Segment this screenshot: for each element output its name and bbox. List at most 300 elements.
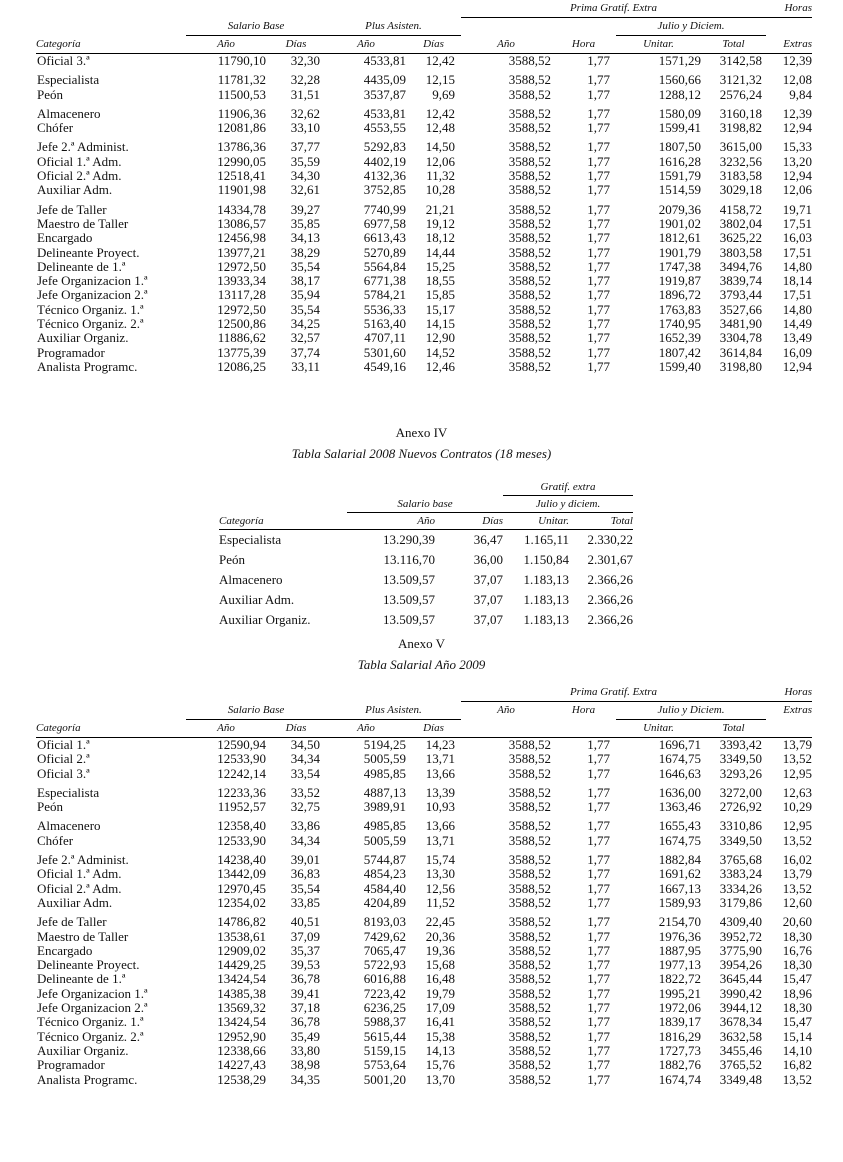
value-cell: 3588,52 xyxy=(508,215,551,231)
table-row xyxy=(36,183,812,197)
value-cell: 3272,00 xyxy=(719,784,762,800)
value-cell: 5159,15 xyxy=(363,1042,406,1058)
anio-header: Año xyxy=(347,513,447,530)
value-cell: 3588,52 xyxy=(508,316,551,332)
value-cell: 36,83 xyxy=(290,866,320,882)
value-cell: 2.366,26 xyxy=(587,592,633,607)
value-cell: 35,59 xyxy=(290,153,320,169)
value-cell: 20,60 xyxy=(782,914,812,930)
value-cell: 1887,95 xyxy=(658,942,701,958)
value-cell: 12,39 xyxy=(782,53,812,68)
value-cell: 1,77 xyxy=(587,985,610,1001)
value-cell: 12,90 xyxy=(425,330,455,346)
value-cell: 1674,75 xyxy=(658,832,701,848)
value-cell: 5194,25 xyxy=(363,737,406,752)
extras-header: Extras xyxy=(766,36,812,54)
dias-header: Días xyxy=(266,720,326,738)
value-cell: 33,85 xyxy=(290,894,320,910)
value-cell: 3944,12 xyxy=(719,1000,762,1016)
value-cell: 15,85 xyxy=(425,287,455,303)
value-cell: 1560,66 xyxy=(658,72,701,88)
salary-table-annex-iv xyxy=(219,479,633,630)
value-cell: 5001,20 xyxy=(363,1071,406,1087)
value-cell: 34,34 xyxy=(290,832,320,848)
value-cell: 18,30 xyxy=(782,957,812,973)
value-cell: 14,13 xyxy=(425,1042,455,1058)
value-cell: 16,03 xyxy=(782,230,812,246)
value-cell: 3160,18 xyxy=(719,105,762,121)
value-cell: 1,77 xyxy=(587,230,610,246)
value-cell: 3588,52 xyxy=(508,894,551,910)
category-cell: Jefe 2.ª Administ. xyxy=(37,852,129,868)
value-cell: 1674,74 xyxy=(658,1071,701,1087)
table-row xyxy=(36,882,812,896)
value-cell: 14,50 xyxy=(425,139,455,155)
value-cell: 16,41 xyxy=(425,1014,455,1030)
value-cell: 13,66 xyxy=(425,818,455,834)
horas-header: Horas xyxy=(766,684,812,702)
category-cell: Jefe de Taller xyxy=(37,914,107,930)
value-cell: 1.183,13 xyxy=(523,612,569,627)
value-cell: 1,77 xyxy=(587,971,610,987)
value-cell: 8193,03 xyxy=(363,914,406,930)
value-cell: 6977,58 xyxy=(363,215,406,231)
value-cell: 12,56 xyxy=(425,880,455,896)
value-cell: 7223,42 xyxy=(363,985,406,1001)
value-cell: 9,84 xyxy=(789,86,812,102)
value-cell: 1976,36 xyxy=(658,928,701,944)
category-cell: Jefe Organizacion 1.ª xyxy=(37,985,148,1001)
value-cell: 1,77 xyxy=(587,784,610,800)
value-cell: 17,51 xyxy=(782,244,812,260)
value-cell: 13,79 xyxy=(782,866,812,882)
table-row xyxy=(36,738,812,753)
value-cell: 34,13 xyxy=(290,230,320,246)
value-cell: 1696,71 xyxy=(658,737,701,752)
value-cell: 13,52 xyxy=(782,751,812,767)
value-cell: 3588,52 xyxy=(508,914,551,930)
value-cell: 3198,80 xyxy=(719,358,762,374)
value-cell: 13.509,57 xyxy=(383,612,435,627)
value-cell: 13,71 xyxy=(425,751,455,767)
table-row xyxy=(36,88,812,102)
value-cell: 1,77 xyxy=(587,1028,610,1044)
value-cell: 1882,76 xyxy=(658,1057,701,1073)
value-cell: 3588,52 xyxy=(508,344,551,360)
value-cell: 1,77 xyxy=(587,72,610,88)
value-cell: 3179,86 xyxy=(719,894,762,910)
value-cell: 18,12 xyxy=(425,230,455,246)
value-cell: 1747,38 xyxy=(658,258,701,274)
value-cell: 14,10 xyxy=(782,1042,812,1058)
value-cell: 1599,41 xyxy=(658,120,701,136)
value-cell: 5163,40 xyxy=(363,316,406,332)
value-cell: 14786,82 xyxy=(217,914,266,930)
value-cell: 16,76 xyxy=(782,942,812,958)
value-cell: 2.366,26 xyxy=(587,572,633,587)
value-cell: 11500,53 xyxy=(217,86,266,102)
total-header: Total xyxy=(701,36,766,54)
value-cell: 3142,58 xyxy=(719,53,762,68)
value-cell: 5564,84 xyxy=(363,258,406,274)
category-cell: Auxiliar Adm. xyxy=(37,182,113,198)
value-cell: 1,77 xyxy=(587,358,610,374)
table-row xyxy=(219,610,633,630)
value-cell: 1,77 xyxy=(587,182,610,198)
value-cell: 7740,99 xyxy=(363,201,406,217)
value-cell: 1.183,13 xyxy=(523,592,569,607)
value-cell: 16,82 xyxy=(782,1057,812,1073)
category-cell: Analista Programc. xyxy=(37,1071,138,1087)
value-cell: 5722,93 xyxy=(363,957,406,973)
value-cell: 1,77 xyxy=(587,818,610,834)
table-row xyxy=(36,169,812,183)
unitar-header: Unitar. xyxy=(616,720,701,738)
total-header: Total xyxy=(701,720,766,738)
value-cell: 3588,52 xyxy=(508,852,551,868)
value-cell: 3029,18 xyxy=(719,182,762,198)
value-cell: 11790,10 xyxy=(217,53,266,68)
value-cell: 11901,98 xyxy=(217,182,266,198)
julio-header: Julio y Diciem. xyxy=(616,18,766,36)
category-cell: Auxiliar Organiz. xyxy=(37,1042,129,1058)
category-cell: Jefe 2.ª Administ. xyxy=(37,139,129,155)
category-cell: Peón xyxy=(37,799,63,815)
value-cell: 1,77 xyxy=(587,1014,610,1030)
table-row xyxy=(36,972,812,986)
value-cell: 11886,62 xyxy=(217,330,266,346)
value-cell: 1514,59 xyxy=(658,182,701,198)
value-cell: 3954,26 xyxy=(719,957,762,973)
category-cell: Técnico Organiz. 1.ª xyxy=(37,1014,144,1030)
value-cell: 38,17 xyxy=(290,273,320,289)
value-cell: 35,37 xyxy=(290,942,320,958)
value-cell: 5005,59 xyxy=(363,751,406,767)
salario-base-header: Salario Base xyxy=(186,18,326,36)
value-cell: 12,94 xyxy=(782,168,812,184)
dias-header: Días xyxy=(447,513,503,530)
value-cell: 3588,52 xyxy=(508,784,551,800)
gratif-header: Gratif. extra xyxy=(503,479,633,496)
value-cell: 39,41 xyxy=(290,985,320,1001)
value-cell: 3588,52 xyxy=(508,1000,551,1016)
category-cell: Almacenero xyxy=(37,105,101,121)
value-cell: 33,10 xyxy=(290,120,320,136)
value-cell: 12,94 xyxy=(782,120,812,136)
value-cell: 3383,24 xyxy=(719,866,762,882)
value-cell: 1636,00 xyxy=(658,784,701,800)
value-cell: 3632,58 xyxy=(719,1028,762,1044)
value-cell: 36,78 xyxy=(290,1014,320,1030)
value-cell: 37,74 xyxy=(290,344,320,360)
value-cell: 15,14 xyxy=(782,1028,812,1044)
value-cell: 35,54 xyxy=(290,880,320,896)
category-cell: Oficial 2.ª Adm. xyxy=(37,880,122,896)
value-cell: 12,48 xyxy=(425,120,455,136)
value-cell: 3588,52 xyxy=(508,1042,551,1058)
julio-header: Julio y Diciem. xyxy=(616,702,766,720)
value-cell: 1571,29 xyxy=(658,53,701,68)
value-cell: 13442,09 xyxy=(217,866,266,882)
value-cell: 14334,78 xyxy=(217,201,266,217)
value-cell: 3765,52 xyxy=(719,1057,762,1073)
value-cell: 32,30 xyxy=(290,53,320,68)
value-cell: 13,79 xyxy=(782,737,812,752)
value-cell: 3232,56 xyxy=(719,153,762,169)
value-cell: 3588,52 xyxy=(508,942,551,958)
value-cell: 3349,50 xyxy=(719,832,762,848)
value-cell: 4553,55 xyxy=(363,120,406,136)
value-cell: 1,77 xyxy=(587,928,610,944)
value-cell: 37,18 xyxy=(290,1000,320,1016)
table-row xyxy=(36,107,812,121)
value-cell: 1812,61 xyxy=(658,230,701,246)
value-cell: 32,75 xyxy=(290,799,320,815)
value-cell: 1977,13 xyxy=(658,957,701,973)
category-cell: Auxiliar Adm. xyxy=(219,592,295,607)
value-cell: 1,77 xyxy=(587,1071,610,1087)
value-cell: 17,09 xyxy=(425,1000,455,1016)
value-cell: 3588,52 xyxy=(508,957,551,973)
value-cell: 1995,21 xyxy=(658,985,701,1001)
value-cell: 3752,85 xyxy=(363,182,406,198)
value-cell: 3494,76 xyxy=(719,258,762,274)
value-cell: 12970,45 xyxy=(217,880,266,896)
table-row xyxy=(36,274,812,288)
value-cell: 5784,21 xyxy=(363,287,406,303)
value-cell: 33,86 xyxy=(290,818,320,834)
table-row xyxy=(36,896,812,910)
category-cell: Maestro de Taller xyxy=(37,928,129,944)
value-cell: 33,52 xyxy=(290,784,320,800)
table-row xyxy=(36,54,812,69)
value-cell: 2.301,67 xyxy=(587,552,633,567)
value-cell: 1,77 xyxy=(587,1000,610,1016)
value-cell: 15,76 xyxy=(425,1057,455,1073)
category-cell: Almacenero xyxy=(219,572,283,587)
value-cell: 1,77 xyxy=(587,852,610,868)
category-cell: Chófer xyxy=(37,832,74,848)
value-cell: 15,47 xyxy=(782,1014,812,1030)
value-cell: 13538,61 xyxy=(217,928,266,944)
value-cell: 12909,02 xyxy=(217,942,266,958)
value-cell: 14,23 xyxy=(425,737,455,752)
table-row xyxy=(219,530,633,551)
value-cell: 1839,17 xyxy=(658,1014,701,1030)
value-cell: 3121,32 xyxy=(719,72,762,88)
value-cell: 5270,89 xyxy=(363,244,406,260)
value-cell: 13424,54 xyxy=(217,971,266,987)
table-row xyxy=(36,317,812,331)
value-cell: 1,77 xyxy=(587,832,610,848)
value-cell: 3588,52 xyxy=(508,230,551,246)
value-cell: 3588,52 xyxy=(508,330,551,346)
value-cell: 1646,63 xyxy=(658,765,701,781)
value-cell: 1727,73 xyxy=(658,1042,701,1058)
value-cell: 5536,33 xyxy=(363,301,406,317)
value-cell: 13,71 xyxy=(425,832,455,848)
value-cell: 21,21 xyxy=(425,201,455,217)
table-row xyxy=(36,246,812,260)
value-cell: 12500,86 xyxy=(217,316,266,332)
value-cell: 5301,60 xyxy=(363,344,406,360)
category-cell: Oficial 2.ª xyxy=(37,751,90,767)
value-cell: 15,47 xyxy=(782,971,812,987)
value-cell: 12,63 xyxy=(782,784,812,800)
value-cell: 12538,29 xyxy=(217,1071,266,1087)
value-cell: 1.165,11 xyxy=(523,532,569,547)
value-cell: 39,53 xyxy=(290,957,320,973)
value-cell: 33,54 xyxy=(290,765,320,781)
value-cell: 3588,52 xyxy=(508,301,551,317)
value-cell: 12086,25 xyxy=(217,358,266,374)
category-cell: Oficial 3.ª xyxy=(37,53,90,68)
category-cell: Encargado xyxy=(37,230,93,246)
value-cell: 13569,32 xyxy=(217,1000,266,1016)
dias-header: Días xyxy=(406,720,461,738)
table-row xyxy=(219,570,633,590)
value-cell: 3588,52 xyxy=(508,182,551,198)
value-cell: 14,44 xyxy=(425,244,455,260)
value-cell: 3588,52 xyxy=(508,985,551,1001)
value-cell: 3588,52 xyxy=(508,765,551,781)
table-row xyxy=(36,752,812,766)
value-cell: 37,77 xyxy=(290,139,320,155)
category-cell: Técnico Organiz. 2.ª xyxy=(37,316,144,332)
value-cell: 2.330,22 xyxy=(587,532,633,547)
value-cell: 18,14 xyxy=(782,273,812,289)
table-row xyxy=(36,1001,812,1015)
value-cell: 12518,41 xyxy=(217,168,266,184)
value-cell: 4132,36 xyxy=(363,168,406,184)
value-cell: 14,49 xyxy=(782,316,812,332)
value-cell: 12,08 xyxy=(782,72,812,88)
value-cell: 13,52 xyxy=(782,1071,812,1087)
value-cell: 1,77 xyxy=(587,316,610,332)
value-cell: 3588,52 xyxy=(508,53,551,68)
value-cell: 1807,50 xyxy=(658,139,701,155)
value-cell: 12358,40 xyxy=(217,818,266,834)
value-cell: 1589,93 xyxy=(658,894,701,910)
value-cell: 1,77 xyxy=(587,201,610,217)
value-cell: 3588,52 xyxy=(508,1057,551,1073)
value-cell: 1,77 xyxy=(587,737,610,752)
value-cell: 13,49 xyxy=(782,330,812,346)
value-cell: 3588,52 xyxy=(508,258,551,274)
anio-header: Año xyxy=(186,36,266,54)
value-cell: 5753,64 xyxy=(363,1057,406,1073)
total-header: Total xyxy=(573,513,633,530)
value-cell: 4402,19 xyxy=(363,153,406,169)
value-cell: 4854,23 xyxy=(363,866,406,882)
value-cell: 11,32 xyxy=(426,168,455,184)
value-cell: 1,77 xyxy=(587,866,610,882)
value-cell: 1,77 xyxy=(587,942,610,958)
value-cell: 14,52 xyxy=(425,344,455,360)
value-cell: 3304,78 xyxy=(719,330,762,346)
value-cell: 3537,87 xyxy=(363,86,406,102)
prima-header: Prima Gratif. Extra xyxy=(461,0,766,18)
category-cell: Delineante Proyect. xyxy=(37,957,140,973)
value-cell: 3481,90 xyxy=(719,316,762,332)
value-cell: 12,46 xyxy=(425,358,455,374)
hora-header: Hora xyxy=(571,704,596,717)
table-row xyxy=(36,944,812,958)
value-cell: 13,20 xyxy=(782,153,812,169)
value-cell: 3198,82 xyxy=(719,120,762,136)
value-cell: 6613,43 xyxy=(363,230,406,246)
value-cell: 3588,52 xyxy=(508,737,551,752)
value-cell: 4584,40 xyxy=(363,880,406,896)
value-cell: 12,94 xyxy=(782,358,812,374)
value-cell: 19,12 xyxy=(425,215,455,231)
value-cell: 39,27 xyxy=(290,201,320,217)
hora-header: Hora xyxy=(551,36,616,54)
value-cell: 12456,98 xyxy=(217,230,266,246)
value-cell: 3588,52 xyxy=(508,928,551,944)
category-cell: Programador xyxy=(37,344,105,360)
value-cell: 17,51 xyxy=(782,215,812,231)
table-row xyxy=(36,73,812,87)
table-row xyxy=(36,331,812,345)
value-cell: 10,93 xyxy=(425,799,455,815)
value-cell: 12990,05 xyxy=(217,153,266,169)
value-cell: 1,77 xyxy=(587,139,610,155)
value-cell: 3588,52 xyxy=(508,287,551,303)
table-row xyxy=(36,930,812,944)
value-cell: 15,74 xyxy=(425,852,455,868)
category-cell: Auxiliar Adm. xyxy=(37,894,113,910)
value-cell: 16,48 xyxy=(425,971,455,987)
value-cell: 37,07 xyxy=(473,592,503,607)
category-cell: Peón xyxy=(37,86,63,102)
value-cell: 1655,43 xyxy=(658,818,701,834)
value-cell: 35,54 xyxy=(290,258,320,274)
value-cell: 37,07 xyxy=(473,572,503,587)
value-cell: 37,07 xyxy=(473,612,503,627)
value-cell: 1,77 xyxy=(587,86,610,102)
value-cell: 38,98 xyxy=(290,1057,320,1073)
table-row xyxy=(36,853,812,867)
value-cell: 7065,47 xyxy=(363,942,406,958)
value-cell: 1,77 xyxy=(587,273,610,289)
value-cell: 35,85 xyxy=(290,215,320,231)
value-cell: 12233,36 xyxy=(217,784,266,800)
value-cell: 5292,83 xyxy=(363,139,406,155)
value-cell: 3803,58 xyxy=(719,244,762,260)
value-cell: 19,36 xyxy=(425,942,455,958)
value-cell: 12972,50 xyxy=(217,301,266,317)
value-cell: 3839,74 xyxy=(719,273,762,289)
annex-iv-title: Anexo IV xyxy=(395,425,448,440)
anio-header: Año xyxy=(186,720,266,738)
value-cell: 35,49 xyxy=(290,1028,320,1044)
value-cell: 15,38 xyxy=(425,1028,455,1044)
value-cell: 1,77 xyxy=(587,344,610,360)
category-cell: Maestro de Taller xyxy=(37,215,129,231)
table-row xyxy=(36,786,812,800)
value-cell: 1,77 xyxy=(587,258,610,274)
value-cell: 3588,52 xyxy=(508,201,551,217)
value-cell: 3588,52 xyxy=(508,971,551,987)
value-cell: 19,79 xyxy=(425,985,455,1001)
value-cell: 2079,36 xyxy=(658,201,701,217)
value-cell: 13424,54 xyxy=(217,1014,266,1030)
value-cell: 13.290,39 xyxy=(383,532,435,547)
table-row xyxy=(219,550,633,570)
value-cell: 1919,87 xyxy=(658,273,701,289)
salario-base-header: Salario base xyxy=(347,496,503,513)
